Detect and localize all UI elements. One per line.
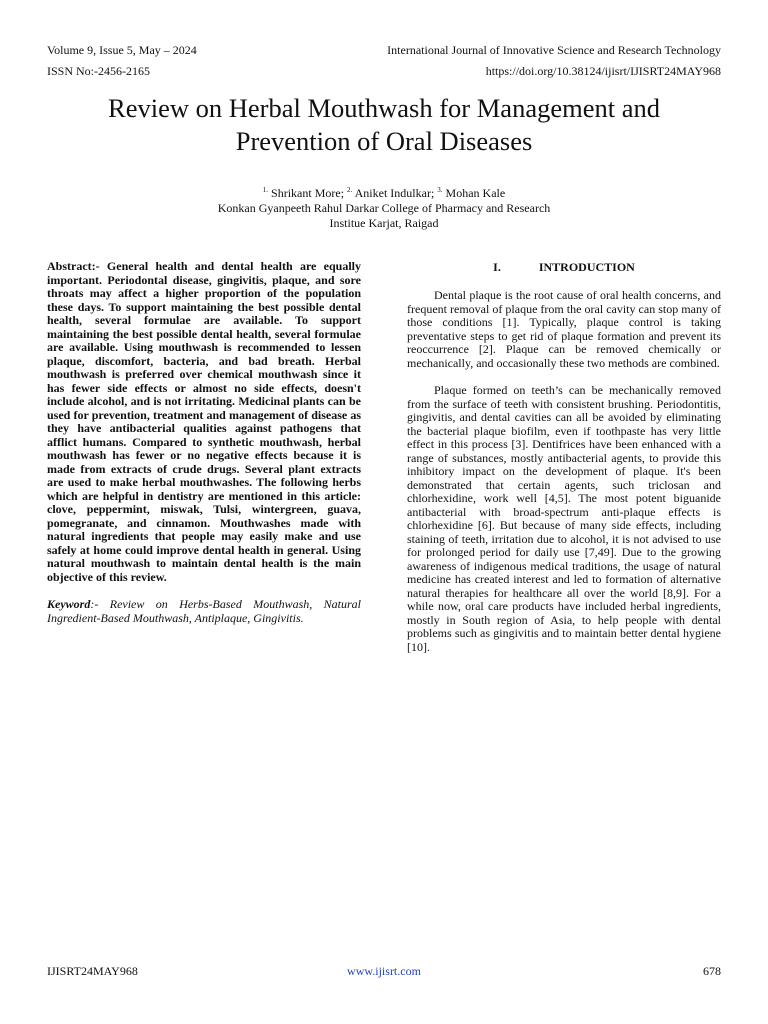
doi-link[interactable]: https://doi.org/10.38124/ijisrt/IJISRT24MAY968 xyxy=(485,64,721,78)
keyword-label: Keyword xyxy=(47,597,91,611)
right-column xyxy=(407,260,721,654)
author-2-index: 2. xyxy=(347,186,353,194)
author-2: Aniket Indulkar; xyxy=(354,186,435,200)
section-number: I. xyxy=(493,260,501,274)
paper-title xyxy=(30,92,738,158)
author-block xyxy=(60,186,708,231)
page-number: 678 xyxy=(703,964,721,978)
journal-name: International Journal of Innovative Science and Research Technology xyxy=(387,43,721,57)
title-line-2: Prevention of Oral Diseases xyxy=(235,126,533,156)
author-list xyxy=(60,186,708,201)
author-1: Shrikant More; xyxy=(271,186,345,200)
section-heading xyxy=(407,260,721,274)
section-title: INTRODUCTION xyxy=(538,260,635,274)
footer-website-link[interactable]: www.ijisrt.com xyxy=(347,964,421,978)
author-3-index: 3. xyxy=(437,186,443,194)
title-line-1: Review on Herbal Mouthwash for Management and xyxy=(108,93,660,123)
running-header-top xyxy=(47,43,721,58)
affiliation-line-2: Institue Karjat, Raigad xyxy=(329,216,439,230)
author-3: Mohan Kale xyxy=(445,186,506,200)
footer-paper-id: IJISRT24MAY968 xyxy=(47,964,138,978)
running-header-bottom xyxy=(47,64,721,79)
author-1-index: 1. xyxy=(262,186,269,194)
issn: ISSN No:-2456-2165 xyxy=(47,64,151,78)
intro-paragraph-2: Plaque formed on teeth’s can be mechanically removed from the surface of teeth with consistent brushing. Periodontitis, gingivitis, and dental cavities can all be avoided by eliminating the bacterial plaque biofilm, even if toothpaste has very little effect in this process [3]. Dentifrices have been enhanced with a range of substances, mostly antibacterial agents, to provide this inhibitory impact on the development of plaque. It's been demonstrated that certain agents, such triclosan and chlorhexidine, work well [4,5]. The most potent biguanide antibacterial with broad-spectrum anti-plaque effects is chlorhexidine [6]. But because of many side effects, including staining of teeth, irritation due to alcohol, it is not advised to use for prolonged period for daily use [7,49]. Due to the growing awareness of indigenous medical traditions, the usage of natural medicine has created interest and led to formation of alternative natural therapies for healthcare all over the world [8,9]. For a while now, oral care products have included herbal ingredients, mostly in South region of Asia, to help people with dental problems such as gingivitis and to maintain better dental hygiene [10]. xyxy=(407,383,721,654)
intro-paragraph-1: Dental plaque is the root cause of oral health concerns, and frequent removal of plaque from the oral cavity can stop many of those conditions [1]. Typically, plaque control is taking preventative steps to get rid of plaque formation and prevent its reoccurrence [2]. Plaque can be removed chemically or mechanically, and occasionally these two methods are combined. xyxy=(407,288,721,370)
abstract: Abstract:- General health and dental health are equally important. Periodontal disease, gingivitis, plaque, and sore throats may affect a higher proportion of the population these days. To support maintaining the best possible dental health, several formulae are available. To support maintaining the best possible dental health, several formulae are available. Using mouthwash is recommended to lessen plaque, discomfort, bacteria, and bad breath. Herbal mouthwash is preferred over chemical mouthwash since it has fewer side effects or almost no side effects, doesn't include alcohol, and is not irritating. Medicinal plants can be used for prevention, treatment and management of disease as they have antibacterial qualities against pathogens that afflict humans. Compared to synthetic mouthwash, herbal mouthwash has fewer or no negative effects because it is made from extracts of crude drugs. Several plant extracts are used to make herbal mouthwashes. The following herbs which are helpful in dentistry are mentioned in this article: clove, peppermint, miswak, Tulsi, wintergreen, guava, pomegranate, and cinnamon. Mouthwashes made with natural ingredients that people may easily make and use safely at home could improve dental health in general. Using natural mouthwash to maintain dental health is the main objective of this review. xyxy=(47,259,361,584)
affiliation-line-1: Konkan Gyanpeeth Rahul Darkar College of Pharmacy and Research xyxy=(217,201,551,215)
keywords xyxy=(47,598,361,625)
left-column xyxy=(47,260,361,625)
volume-issue: Volume 9, Issue 5, May – 2024 xyxy=(47,43,197,57)
keyword-text: :- Review on Herbs-Based Mouthwash, Natural Ingredient-Based Mouthwash, Antiplaque, Gingivitis. xyxy=(47,597,361,625)
